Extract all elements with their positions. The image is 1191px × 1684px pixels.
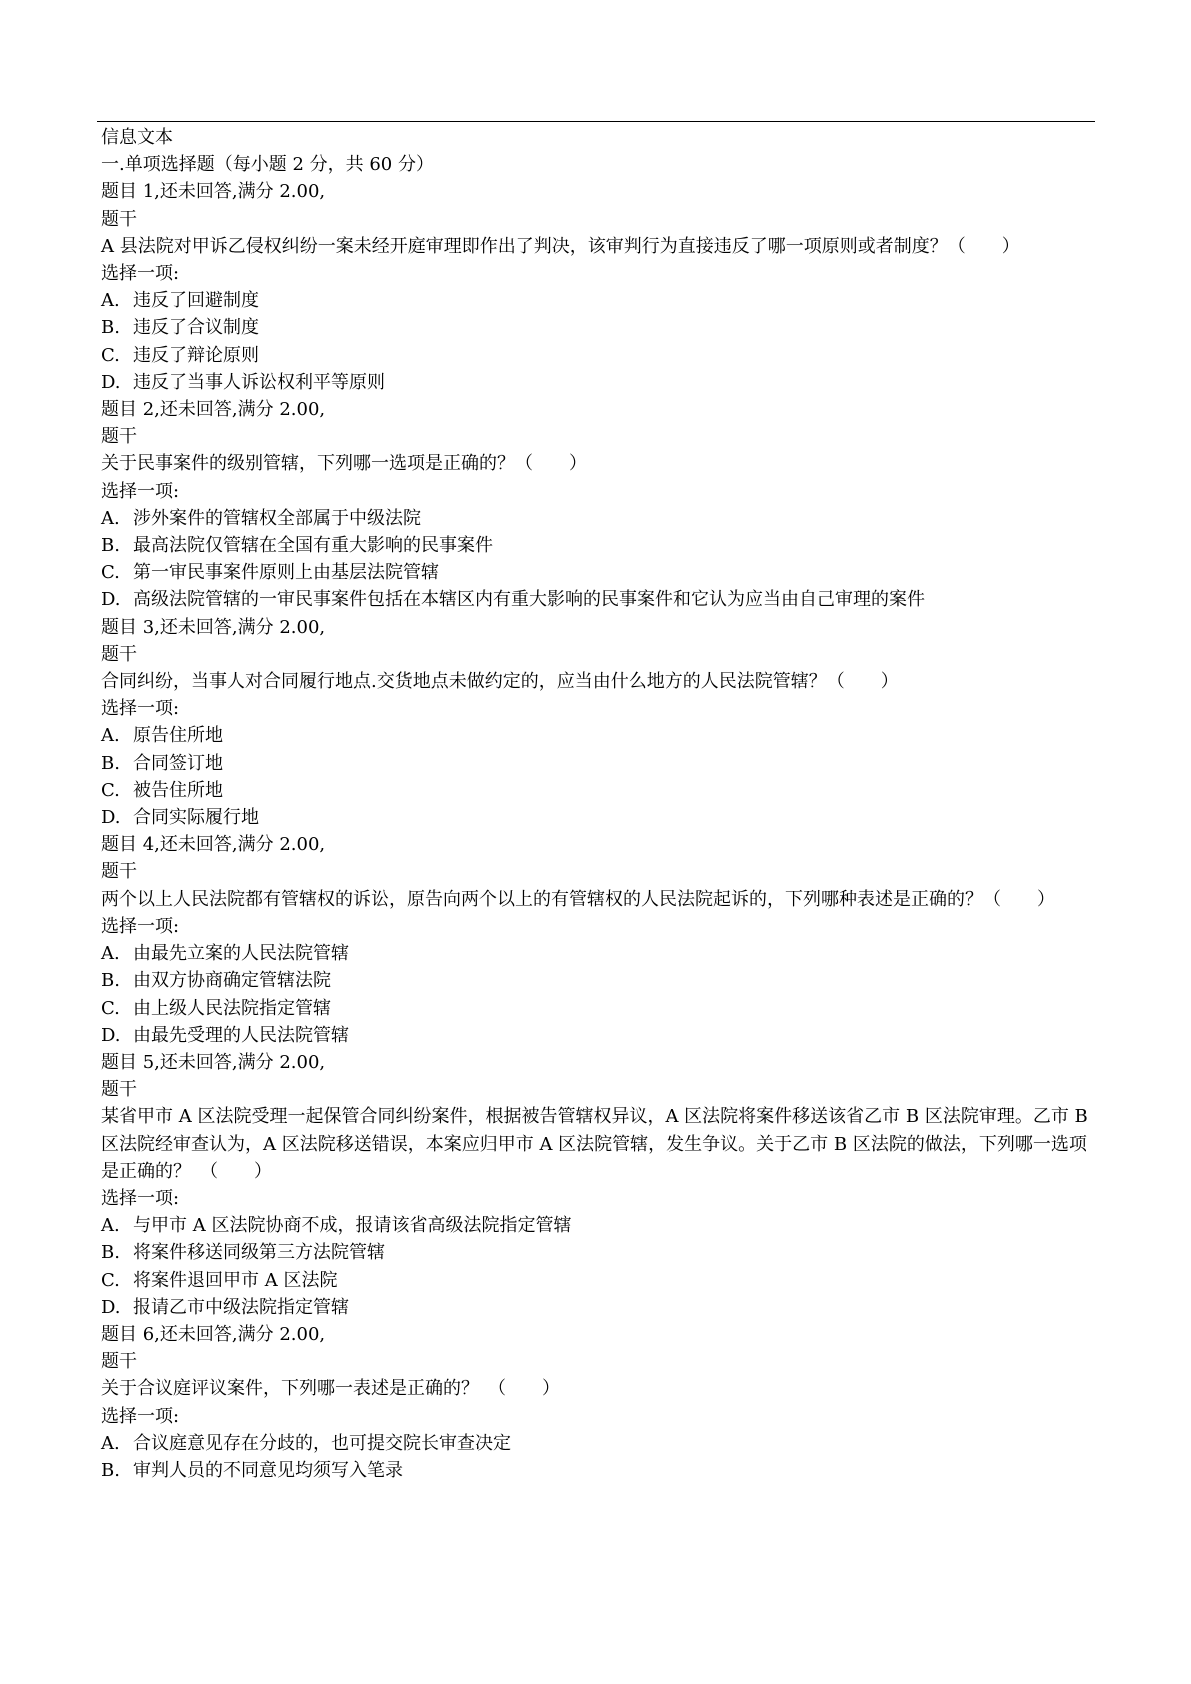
option-c (101, 777, 1095, 804)
option-b (101, 1239, 1095, 1266)
question-5 (101, 1049, 1095, 1321)
option-b (101, 314, 1095, 341)
choose-label: 选择一项: (101, 480, 180, 502)
option-letter: A. (101, 1432, 120, 1454)
option-c (101, 342, 1095, 369)
question-stem: 合同纠纷，当事人对合同履行地点.交货地点未做约定的，应当由什么地方的人民法院管辖？（ ） (101, 671, 899, 693)
option-letter: B. (101, 535, 120, 557)
option-text: 由最先受理的人民法院管辖 (133, 1024, 349, 1046)
option-text: 与甲市 A 区法院协商不成，报请该省高级法院指定管辖 (133, 1215, 572, 1237)
option-letter: B. (101, 1242, 120, 1264)
option-letter: D. (101, 1296, 121, 1318)
choose-label: 选择一项: (101, 263, 180, 285)
choose-label: 选择一项: (101, 698, 180, 720)
option-text: 违反了回避制度 (133, 290, 259, 312)
option-text: 由双方协商确定管辖法院 (133, 970, 331, 992)
stem-label: 题干 (101, 208, 137, 230)
option-text: 第一审民事案件原则上由基层法院管辖 (133, 562, 439, 584)
choose-label: 选择一项: (101, 915, 180, 937)
option-letter: A. (101, 507, 120, 529)
option-text: 违反了当事人诉讼权利平等原则 (133, 371, 385, 393)
option-text: 将案件退回甲市 A 区法院 (133, 1269, 338, 1291)
option-d (101, 369, 1095, 396)
option-d (101, 804, 1095, 831)
question-meta: 题目 1,还未回答,满分 2.00, (101, 181, 326, 203)
option-a (101, 940, 1095, 967)
option-letter: D. (101, 807, 121, 829)
stem-label: 题干 (101, 1079, 137, 1101)
option-text: 由上级人民法院指定管辖 (133, 997, 331, 1019)
option-a (101, 287, 1095, 314)
question-meta: 题目 3,还未回答,满分 2.00, (101, 616, 326, 638)
top-rule (97, 121, 1095, 122)
option-letter: C. (101, 1269, 120, 1291)
option-text: 被告住所地 (133, 779, 223, 801)
question-meta: 题目 4,还未回答,满分 2.00, (101, 834, 326, 856)
option-text: 涉外案件的管辖权全部属于中级法院 (133, 507, 421, 529)
option-c (101, 1267, 1095, 1294)
doc-header: 信息文本 (101, 127, 173, 148)
option-letter: C. (101, 779, 120, 801)
option-b (101, 967, 1095, 994)
option-d (101, 1022, 1095, 1049)
stem-label: 题干 (101, 643, 137, 665)
option-c (101, 995, 1095, 1022)
option-letter: D. (101, 589, 121, 611)
option-letter: C. (101, 997, 120, 1019)
option-a (101, 1212, 1095, 1239)
stem-label: 题干 (101, 426, 137, 448)
section-title: 一.单项选择题（每小题 2 分，共 60 分） (101, 154, 434, 176)
option-text: 违反了辩论原则 (133, 344, 259, 366)
option-letter: A. (101, 943, 120, 965)
option-b (101, 750, 1095, 777)
option-a (101, 505, 1095, 532)
option-text: 合同签订地 (133, 752, 223, 774)
question-meta: 题目 5,还未回答,满分 2.00, (101, 1051, 326, 1073)
question-4 (101, 831, 1095, 1049)
option-letter: D. (101, 1024, 121, 1046)
option-text: 违反了合议制度 (133, 317, 259, 339)
option-text: 最高法院仅管辖在全国有重大影响的民事案件 (133, 535, 493, 557)
option-text: 由最先立案的人民法院管辖 (133, 943, 349, 965)
question-meta: 题目 2,还未回答,满分 2.00, (101, 399, 326, 421)
question-stem: 两个以上人民法院都有管辖权的诉讼，原告向两个以上的有管辖权的人民法院起诉的，下列哪种表述是正确的？（ ） (101, 888, 1055, 910)
option-text: 合议庭意见存在分歧的，也可提交院长审查决定 (133, 1432, 511, 1454)
option-text: 高级法院管辖的一审民事案件包括在本辖区内有重大影响的民事案件和它认为应当由自己审理的案件 (133, 589, 925, 611)
option-b (101, 532, 1095, 559)
option-text: 报请乙市中级法院指定管辖 (133, 1296, 349, 1318)
option-a (101, 722, 1095, 749)
question-stem: 关于民事案件的级别管辖，下列哪一选项是正确的？（ ） (101, 453, 587, 475)
stem-label: 题干 (101, 861, 137, 883)
option-text: 合同实际履行地 (133, 807, 259, 829)
option-b (101, 1457, 1095, 1484)
choose-label: 选择一项: (101, 1187, 180, 1209)
option-letter: A. (101, 1215, 120, 1237)
option-text: 原告住所地 (133, 725, 223, 747)
option-text: 将案件移送同级第三方法院管辖 (133, 1242, 385, 1264)
option-letter: B. (101, 317, 120, 339)
question-1 (101, 178, 1095, 396)
option-letter: A. (101, 725, 120, 747)
question-3 (101, 614, 1095, 832)
option-letter: A. (101, 290, 120, 312)
option-a (101, 1430, 1095, 1457)
question-stem: 某省甲市 A 区法院受理一起保管合同纠纷案件，根据被告管辖权异议，A 区法院将案件移送该省乙市 B 区法院审理。乙市 B 区法院经审查认为，A 区法院移送错误，本案应归甲市 A 区法院管辖，发生争议。关于乙市 B 区法院的做法，下列哪一选项是正确的？ （ ） (101, 1106, 1094, 1182)
option-d (101, 586, 1095, 613)
question-2 (101, 396, 1095, 614)
document-body (101, 124, 1095, 1484)
question-meta: 题目 6,还未回答,满分 2.00, (101, 1323, 326, 1345)
option-c (101, 559, 1095, 586)
question-6 (101, 1321, 1095, 1484)
option-letter: B. (101, 1459, 120, 1481)
choose-label: 选择一项: (101, 1405, 180, 1427)
option-letter: B. (101, 970, 120, 992)
option-text: 审判人员的不同意见均须写入笔录 (133, 1459, 403, 1481)
option-letter: D. (101, 371, 121, 393)
option-letter: B. (101, 752, 120, 774)
option-d (101, 1294, 1095, 1321)
question-stem: A 县法院对甲诉乙侵权纠纷一案未经开庭审理即作出了判决，该审判行为直接违反了哪一项原则或者制度？（ ） (101, 235, 1020, 257)
question-stem: 关于合议庭评议案件，下列哪一表述是正确的？ （ ） (101, 1378, 560, 1400)
stem-label: 题干 (101, 1351, 137, 1373)
option-letter: C. (101, 344, 120, 366)
option-letter: C. (101, 562, 120, 584)
